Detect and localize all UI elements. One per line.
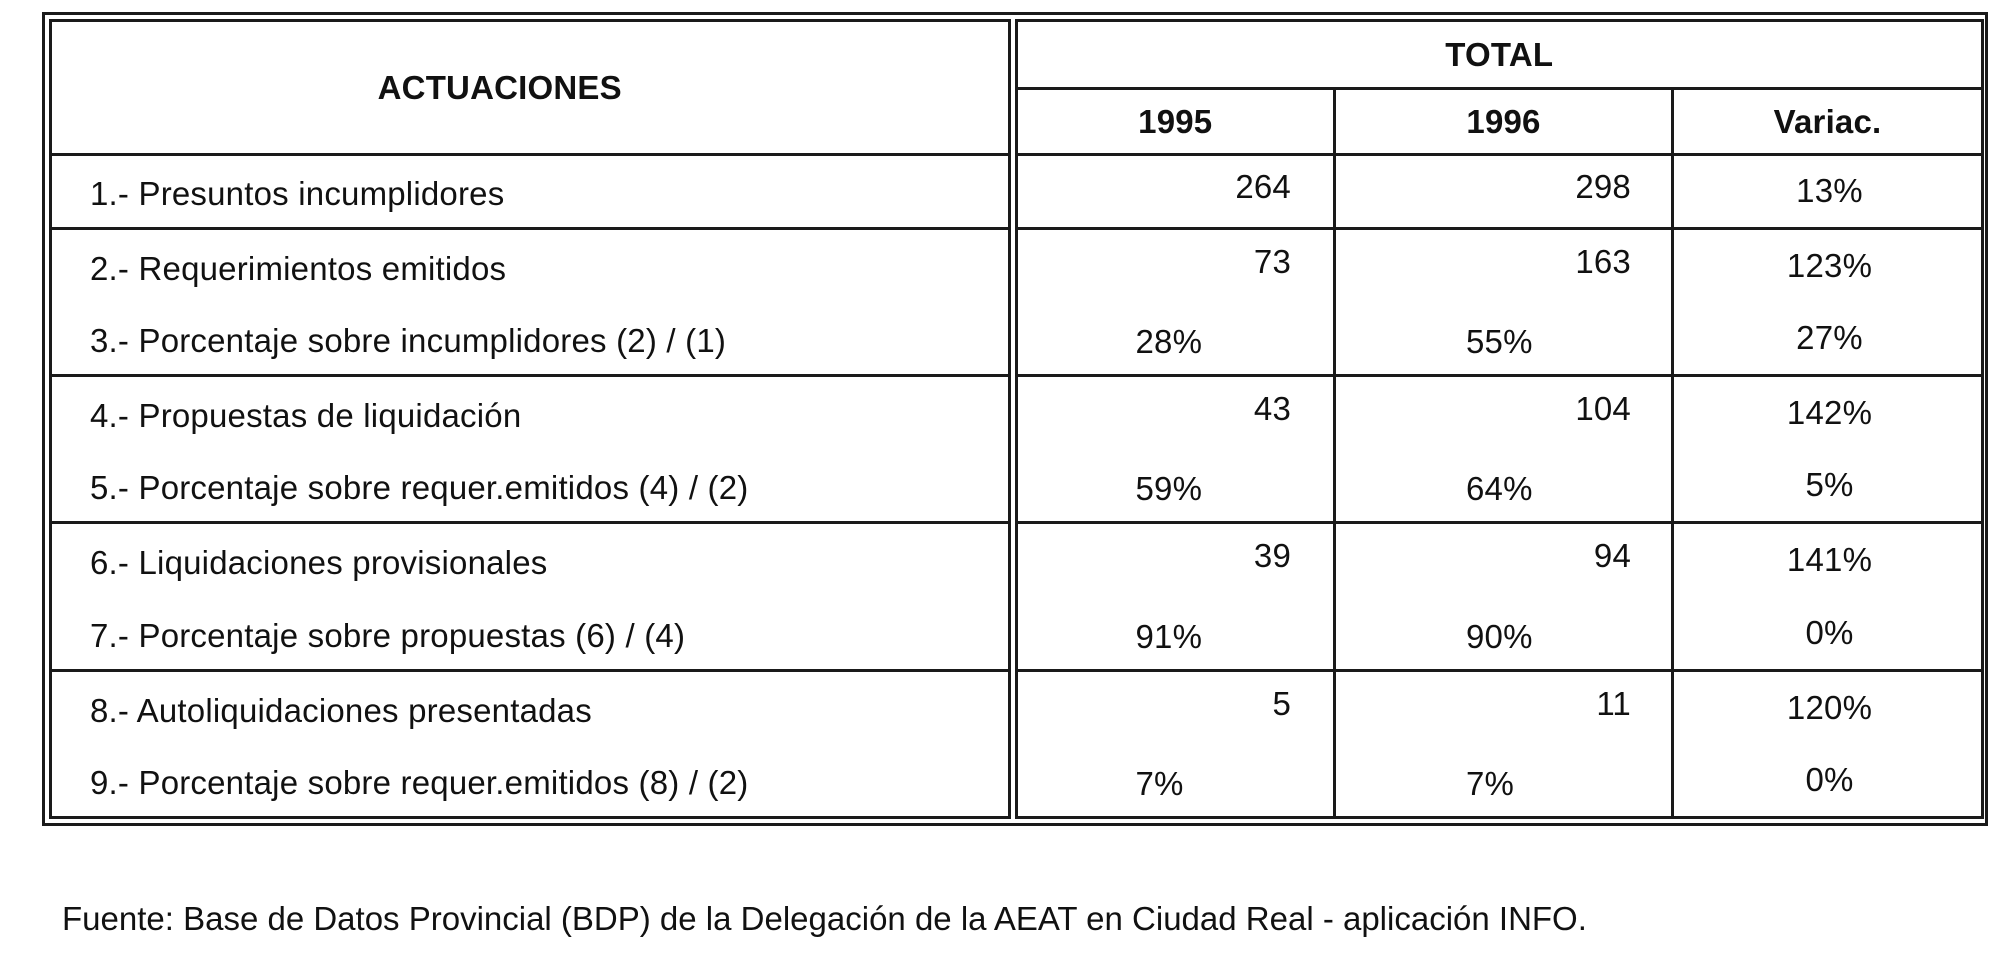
cell-1996: 55%: [1335, 302, 1673, 376]
cell-variation: 142%: [1786, 394, 1873, 432]
cell-1995: 73: [1013, 228, 1335, 302]
row-label: 1.- Presuntos incumplidores: [51, 155, 1013, 229]
cell-1995: 28%: [1013, 302, 1335, 376]
header-variation: Variac.: [1673, 89, 1983, 155]
cell-1995: 39: [1013, 523, 1335, 597]
header-year-1996: 1996: [1335, 89, 1673, 155]
actuaciones-table: [49, 19, 1984, 819]
table-row: [51, 228, 1983, 302]
cell-1995: 7%: [1013, 744, 1335, 818]
cell-1996: 90%: [1335, 596, 1673, 670]
cell-1996: 7%: [1335, 744, 1673, 818]
cell-1995: 91%: [1013, 596, 1335, 670]
cell-variation: 5%: [1673, 449, 1983, 523]
cell-1996: 11: [1335, 670, 1673, 744]
cell-variation: 141%: [1786, 541, 1873, 579]
cell-1995: 264: [1013, 155, 1335, 229]
cell-variation: 120%: [1786, 688, 1873, 726]
cell-1996: 64%: [1335, 449, 1673, 523]
table-row: [51, 302, 1983, 376]
row-label: 3.- Porcentaje sobre incumplidores (2) / (1): [51, 302, 1013, 376]
table-row: [51, 670, 1983, 744]
cell-1996: 298: [1335, 155, 1673, 229]
table-row: [51, 744, 1983, 818]
cell-variation: 0%: [1805, 760, 1854, 798]
cell-variation: 27%: [1673, 302, 1983, 376]
cell-variation: 0%: [1673, 596, 1983, 670]
table-row: [51, 596, 1983, 670]
cell-1995: 43: [1013, 375, 1335, 449]
row-label: 7.- Porcentaje sobre propuestas (6) / (4): [51, 596, 1013, 670]
row-label: 9.- Porcentaje sobre requer.emitidos (8) / (2): [51, 744, 1013, 818]
row-label: 5.- Porcentaje sobre requer.emitidos (4) / (2): [51, 449, 1013, 523]
source-note: Fuente: Base de Datos Provincial (BDP) de la Delegación de la AEAT en Ciudad Real - aplicación INFO.: [62, 900, 1587, 937]
cell-1995: 59%: [1013, 449, 1335, 523]
cell-1996: 104: [1335, 375, 1673, 449]
table-row: [51, 375, 1983, 449]
header-total: TOTAL: [1013, 21, 1983, 89]
cell-1995: 5: [1013, 670, 1335, 744]
row-label: 6.- Liquidaciones provisionales: [51, 523, 1013, 597]
table-row: [51, 523, 1983, 597]
cell-1996: 163: [1335, 228, 1673, 302]
row-label: 8.- Autoliquidaciones presentadas: [51, 670, 1013, 744]
table-row: [51, 449, 1983, 523]
header-year-1995: 1995: [1013, 89, 1335, 155]
row-label: 4.- Propuestas de liquidación: [51, 375, 1013, 449]
row-label: 2.- Requerimientos emitidos: [51, 228, 1013, 302]
table-row: [51, 155, 1983, 229]
cell-1996: 94: [1335, 523, 1673, 597]
cell-variation: 13%: [1673, 155, 1983, 229]
cell-variation: 123%: [1786, 246, 1873, 284]
header-actuaciones: ACTUACIONES: [51, 21, 1013, 155]
